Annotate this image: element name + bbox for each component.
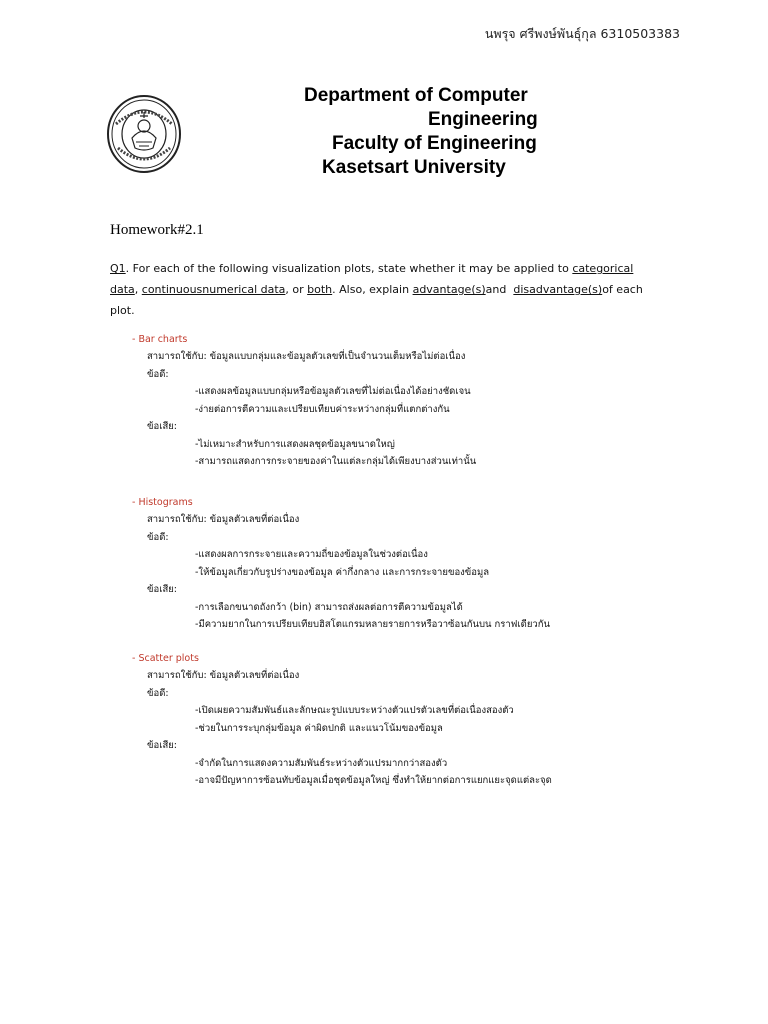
question-prefix: Q1 bbox=[110, 262, 126, 275]
question-and: and bbox=[485, 283, 510, 296]
disadvantage-item: -ไม่เหมาะสำหรับการแสดงผลชุดข้อมูลขนาดใหญ่ bbox=[195, 438, 395, 450]
term-categorical: categorical bbox=[572, 262, 634, 275]
department-line-1: Department of Computer bbox=[304, 85, 528, 106]
disadvantages-label: ข้อเสีย: bbox=[147, 584, 178, 595]
section-scatter-plots bbox=[132, 651, 552, 790]
term-data: data bbox=[110, 283, 135, 296]
homework-title: Homework#2.1 bbox=[110, 222, 204, 238]
department-line-4: Kasetsart University bbox=[322, 157, 506, 178]
department-line-2: Engineering bbox=[428, 109, 538, 130]
disadvantage-item: -การเลือกขนาดถังกว้า (bin) สามารถส่งผลต่อการตีความข้อมูลได้ bbox=[195, 601, 463, 613]
advantages-label: ข้อดี: bbox=[147, 368, 169, 380]
term-both: both bbox=[307, 283, 333, 296]
term-disadvantages: disadvantage(s) bbox=[513, 283, 603, 296]
term-advantages: advantage(s) bbox=[412, 283, 486, 296]
question-text bbox=[110, 258, 670, 321]
advantages-label: ข้อดี: bbox=[147, 531, 169, 543]
question-tail: of each plot. bbox=[110, 283, 643, 317]
advantages-label: ข้อดี: bbox=[147, 687, 169, 699]
applies-text: สามารถใช้กับ: ข้อมูลตัวเลขที่ต่อเนื่อง bbox=[147, 670, 300, 681]
disadvantage-item: -อาจมีปัญหาการซ้อนทับข้อมูลเมื่อชุดข้อมูลใหญ่ ซึ่งทำให้ยากต่อการแยกแยะจุดแต่ละจุด bbox=[195, 775, 552, 786]
disadvantage-item: -มีความยากในการเปรียบเทียบฮิสโตแกรมหลายรายการหรือวาซ้อนกันบน กราฟเดียวกัน bbox=[195, 619, 550, 630]
advantage-item: -แสดงผลการกระจายและความถี่ของข้อมูลในช่วงต่อเนื่อง bbox=[195, 549, 428, 560]
university-seal-icon bbox=[106, 94, 182, 174]
applies-text: สามารถใช้กับ: ข้อมูลแบบกลุ่มและข้อมูลตัวเลขที่เป็นจำนวนเต็มหรือไม่ต่อเนื่อง bbox=[147, 351, 466, 362]
section-histograms bbox=[132, 495, 550, 634]
advantage-item: -ช่วยในการระบุกลุ่มข้อมูล ค่าผิดปกติ และแนวโน้มของข้อมูล bbox=[195, 722, 443, 734]
section-title: - Histograms bbox=[132, 497, 193, 508]
question-part1: . For each of the following visualization plots, state whether it may be applied to bbox=[125, 262, 573, 275]
disadvantage-item: -สามารถแสดงการกระจายของค่าในแต่ละกลุ่มได้เพียงบางส่วนเท่านั้น bbox=[195, 456, 477, 467]
disadvantages-label: ข้อเสีย: bbox=[147, 740, 178, 751]
disadvantage-item: -จำกัดในการแสดงความสัมพันธ์ระหว่างตัวแปรมากกว่าสองตัว bbox=[195, 757, 448, 769]
department-heading bbox=[304, 84, 538, 180]
question-part2: . Also, explain bbox=[332, 283, 413, 296]
term-continuous: continuousnumerical data bbox=[141, 283, 286, 296]
applies-text: สามารถใช้กับ: ข้อมูลตัวเลขที่ต่อเนื่อง bbox=[147, 514, 300, 525]
section-title: - Bar charts bbox=[132, 334, 188, 345]
disadvantages-label: ข้อเสีย: bbox=[147, 421, 178, 432]
section-bar-charts bbox=[132, 332, 476, 471]
department-line-3: Faculty of Engineering bbox=[332, 133, 537, 154]
section-title: - Scatter plots bbox=[132, 653, 199, 664]
advantage-item: -ให้ข้อมูลเกี่ยวกับรูปร่างของข้อมูล ค่ากึ่งกลาง และการกระจายของข้อมูล bbox=[195, 566, 490, 578]
author-line: นพรุจ ศรีพงษ์พันธุ์กุล 6310503383 bbox=[484, 26, 680, 41]
advantage-item: -ง่ายต่อการตีความและเปรียบเทียบค่าระหว่างกลุ่มที่แตกต่างกัน bbox=[195, 403, 450, 415]
question-comma2: , or bbox=[285, 283, 308, 296]
advantage-item: -เปิดเผยความสัมพันธ์และลักษณะรูปแบบระหว่างตัวแปรตัวเลขที่ต่อเนื่องสองตัว bbox=[195, 705, 514, 716]
question-comma1: , bbox=[134, 283, 142, 296]
advantage-item: -แสดงผลข้อมูลแบบกลุ่มหรือข้อมูลตัวเลขที่ไม่ต่อเนื่องได้อย่างชัดเจน bbox=[195, 386, 471, 397]
